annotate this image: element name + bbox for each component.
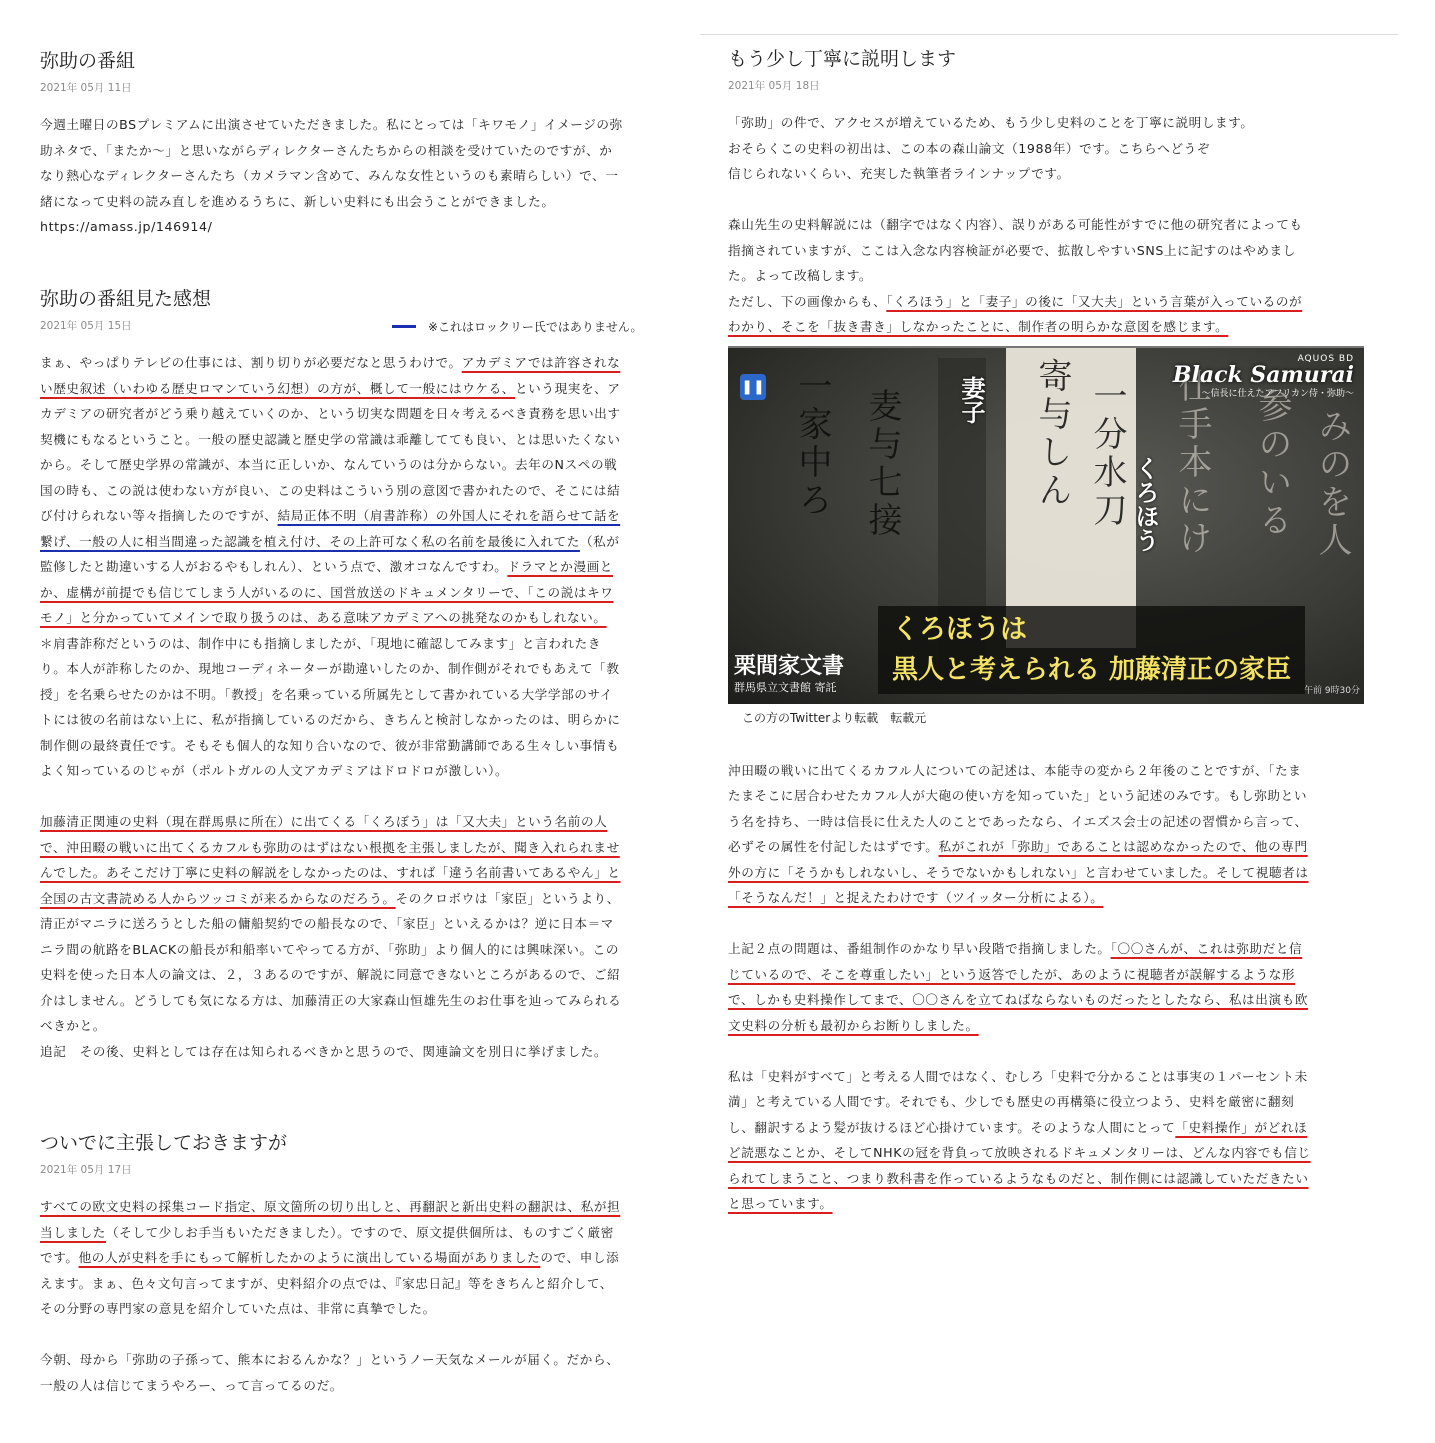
text-segment: 指摘されていますが、ここは入念な内容検証が必要で、拡散しやすいSNS上に記すのはやめまし xyxy=(728,242,1296,258)
text-line xyxy=(40,529,680,555)
red-underlined-text: ど読悪なことか、そしてNHKの冠を背負って放映されるドキュメンタリーは、どんな内容でも信じ xyxy=(728,1145,1311,1160)
text-segment: 沖田畷の戦いに出てくるカフル人についての記述は、本能寺の変から２年後のことですが、「たま xyxy=(728,762,1302,778)
text-line xyxy=(728,783,1368,809)
post-date: 2021年 05月 18日 xyxy=(728,80,820,92)
post-additional-claims xyxy=(40,1130,680,1398)
text-segment: 追記 その後、史料としては存在は知られるべきかと思うので、関連論文を別日に挙げました。 xyxy=(40,1043,608,1059)
text-line xyxy=(728,1013,1368,1039)
text-line xyxy=(40,1013,680,1039)
text-line xyxy=(40,1194,680,1220)
post-title[interactable]: もう少し丁寧に説明します xyxy=(728,48,957,70)
text-segment: 緒になって史料の読み直しを進めるうちに、新しい史料にも出会うことができました。 xyxy=(40,193,555,209)
red-underlined-text: アカデミアでは許容されな xyxy=(461,355,621,370)
red-underlined-text: 全国の古文書読める人からツッコミが来るからなのだろう。 xyxy=(40,890,396,906)
text-segment: 制作側の最終責任です。そもそも個人的な知り合いなので、彼が非常勤講師である生々しい事情も xyxy=(40,737,620,753)
image-caption[interactable]: この方のTwitterより転載 転載元 xyxy=(742,710,927,725)
text-segment: 私は「史料がすべて」と考える人間ではなく、むしろ「史料で分かることは事実の１パーセント未 xyxy=(728,1068,1308,1084)
text-segment: から。そして歴史学界の常識が、本当に正しいか、なんていうのは分からない。去年のNスペの戦 xyxy=(40,457,618,472)
text-line xyxy=(40,554,680,580)
red-underlined-text: で、しかも史料操作してまで、〇〇さんを立てねばならないものだったとしたなら、私は出演も欧 xyxy=(728,992,1309,1007)
red-underlined-text: い歴史叙述（いわゆる歴史ロマンていう幻想）の方が、概して一般にはウケる、 xyxy=(40,380,515,396)
top-divider xyxy=(700,34,1398,35)
text-line xyxy=(728,1191,1368,1217)
text-line xyxy=(40,758,680,784)
text-line xyxy=(40,1220,680,1246)
calligraphy-column: 寄与しん xyxy=(1032,357,1072,510)
text-segment: し、翻訳するよう髪が抜けるほど心掛けています。そのような人間にとって xyxy=(728,1119,1176,1135)
pause-icon[interactable]: ❚❚ xyxy=(740,374,766,400)
text-segment: トには彼の名前はない上に、私が指摘しているのだから、きちんと検討しなかったのは、明らかに xyxy=(40,712,621,727)
text-segment: よく知っているのじゃが（ポルトガルの人文アカデミアはドロドロが激しい）。 xyxy=(40,763,509,778)
text-line xyxy=(728,263,1368,289)
legend-note-text: ※これはロックリー氏ではありません。 xyxy=(428,320,643,334)
text-line xyxy=(40,733,680,759)
text-line xyxy=(40,112,680,138)
text-line xyxy=(40,401,680,427)
text-segment: カデミアの研究者がどう乗り越えていくのか、という切実な問題を日々考えるべき責務を思い出す xyxy=(40,406,621,421)
tv-screenshot-image xyxy=(728,346,1364,704)
text-line xyxy=(40,163,680,189)
text-segment: 介はしません。どうしても気になる方は、加藤清正の大家森山恒雄先生のお仕事を辿ってみられる xyxy=(40,992,622,1008)
text-line xyxy=(728,161,1368,187)
tv-caption xyxy=(878,606,1305,694)
red-underlined-text: 加藤清正関連の史料（現在群馬県に所在）に出てくる「くろぼう」は「又大夫」という名前の人 xyxy=(40,814,608,829)
text-segment: （私が xyxy=(579,533,620,549)
text-segment: おそらくこの史料の初出は、この本の森山論文（1988年）です。こちらへどうぞ xyxy=(728,140,1211,156)
red-underlined-text: 文史料の分析も最初からお断りしました。 xyxy=(728,1017,979,1033)
post-date: 2021年 05月 11日 xyxy=(40,82,132,94)
text-line xyxy=(40,886,680,912)
brand-title: Black Samurai xyxy=(1172,361,1354,388)
caption-line-1: くろほうは xyxy=(892,613,1027,645)
text-line xyxy=(40,707,680,733)
calligraphy-column: 仕手本にけ xyxy=(1172,367,1212,558)
text-line xyxy=(40,784,680,810)
text-line xyxy=(40,1271,680,1297)
text-line xyxy=(40,138,680,164)
text-line xyxy=(40,962,680,988)
text-line xyxy=(728,314,1368,340)
text-line xyxy=(40,605,680,631)
text-line xyxy=(40,835,680,861)
post-title[interactable]: 弥助の番組見た感想 xyxy=(40,288,212,310)
text-segment: そのクロボウは「家臣」というより、 xyxy=(395,890,620,906)
label-kurohou: くろほう xyxy=(1131,455,1159,552)
text-line xyxy=(728,1038,1368,1064)
text-line xyxy=(728,1166,1368,1192)
text-segment: 国の時も、この説は使わない方が良い、この史料はこういう別の意図で書かれたので、そこには結 xyxy=(40,482,621,498)
text-segment: 満」と考えている人間です。それでも、少しでも歴史の再構築に役立つよう、史料を厳密に翻刻 xyxy=(728,1094,1295,1109)
post-program-impressions xyxy=(40,286,680,1064)
text-line xyxy=(40,860,680,886)
red-underlined-text: モノ」と分かっていてメインで取り扱うのは、ある意味アカデミアへの挑発なのかもしれない。 xyxy=(40,610,607,625)
text-line xyxy=(728,1064,1368,1090)
blue-underlined-text: 結局正体不明（肩書詐称）の外国人にそれを語らせて話を xyxy=(277,508,621,523)
blue-underlined-text: 繋げ、一般の人に相当間違った認識を植え付け、その上許可なく私の名前を最後に入れてた xyxy=(40,533,580,549)
text-segment: 信じられないくらい、充実した執筆者ラインナップです。 xyxy=(728,166,1070,181)
text-line xyxy=(40,427,680,453)
red-underlined-text: んでした。あそこだけ丁寧に史料の解説をしなかったのは、すれば「違う名前書いてあるやん」と xyxy=(40,865,621,880)
red-underlined-text: 外の方に「そうかもしれないし、そうでないかもしれない」と言わせていました。そして視聴者は xyxy=(728,864,1309,880)
text-segment: 監修したと勘違いする人がおるやもしれん）、という点で、激オコなんですわ。 xyxy=(40,559,508,574)
text-line xyxy=(40,580,680,606)
post-date: 2021年 05月 17日 xyxy=(40,1164,132,1176)
red-underlined-text: 当しました xyxy=(40,1224,106,1240)
label-saishi: 妻子 xyxy=(957,375,985,424)
text-segment: 授」を名乗らせたのかは不明。「教授」を名乗っている所属先として書かれている大学学部のサイ xyxy=(40,686,613,702)
text-line xyxy=(40,988,680,1014)
red-underlined-text: られてしまうこと、つまり教科書を作っているようなものだと、制作側には認識していただきたい xyxy=(728,1170,1309,1186)
text-line xyxy=(40,214,680,240)
text-segment: その分野の専門家の意見を紹介していた点は、非常に真摯でした。 xyxy=(40,1301,436,1316)
text-line xyxy=(40,503,680,529)
text-line xyxy=(40,937,680,963)
program-brand xyxy=(1173,354,1354,399)
text-segment: 助ネタで、「またか～」と思いながらディレクターさんたちからの相談を受けていたのですが、か xyxy=(40,142,613,158)
text-line xyxy=(40,452,680,478)
calligraphy-column: 一家中ろ xyxy=(792,367,832,520)
text-line xyxy=(40,189,680,215)
text-line xyxy=(728,289,1368,315)
red-underlined-text: 他の人が史料を手にもって解析したかのように演出している場面がありました xyxy=(78,1250,541,1265)
source-title: 栗間家文書 xyxy=(734,653,845,679)
text-line xyxy=(40,1039,680,1065)
text-line xyxy=(728,238,1368,264)
text-line xyxy=(40,911,680,937)
text-segment: 必ずその属性を付記したはずです。 xyxy=(728,839,939,854)
calligraphy-column: 麦与七接 xyxy=(862,387,902,540)
post-body xyxy=(40,1194,680,1398)
text-segment: 史料を使った日本人の論文は、２，３あるのですが、解説に同意できないところがあるので、ご紹 xyxy=(40,967,621,982)
source-sub: 群馬県立文書館 寄託 xyxy=(734,680,837,694)
text-segment: まぁ、やっぱりテレビの仕事には、割り切りが必要だなと思うわけで。 xyxy=(40,355,462,370)
text-line xyxy=(40,1245,680,1271)
text-line xyxy=(728,758,1368,784)
text-segment: ＊肩書詐称だというのは、制作中にも指摘しましたが、「現地に確認してみます」と言われたき xyxy=(40,635,602,651)
text-line xyxy=(728,809,1368,835)
text-segment: た。よって改稿します。 xyxy=(728,268,873,283)
brand-small: AQUOS BD xyxy=(1297,353,1354,364)
brand-subtitle: ～信長に仕えたアフリカン侍・弥助～ xyxy=(1201,388,1354,399)
text-line xyxy=(40,350,680,376)
text-segment: 清正がマニラに送ろうとした船の傭船契約での船長なので、「家臣」といえるかは？逆に日本＝マ xyxy=(40,916,614,931)
text-line xyxy=(728,860,1368,886)
red-underlined-text: 「史料操作」がどれほ xyxy=(1175,1119,1308,1135)
blue-line-legend-icon xyxy=(392,325,416,328)
text-line xyxy=(728,1089,1368,1115)
text-segment: 今週土曜日のBSプレミアムに出演させていただきました。私にとっては「キワモノ」イメージの弥 xyxy=(40,117,623,132)
red-underlined-text: で、沖田畷の戦いに出てくるカフルも弥助のはずはない根拠を主張しましたが、聞き入れられませ xyxy=(40,839,620,855)
text-segment: という現実を、ア xyxy=(514,380,621,396)
text-segment: べきかと。 xyxy=(40,1018,106,1033)
red-underlined-text: 「くろほう」と「妻子」の後に「又大夫」という言葉が入っているのが xyxy=(886,293,1303,309)
text-line xyxy=(40,1373,680,1399)
text-line xyxy=(728,834,1368,860)
text-segment: び付けられない等々指摘したのですが、 xyxy=(40,508,278,523)
red-underlined-text: わかり、そこを「抜き書き」しなかったことに、制作者の明らかな意図を感じます。 xyxy=(728,319,1229,334)
calligraphy-column: みのを人 xyxy=(1312,407,1352,560)
post-title[interactable]: ついでに主張しておきますが xyxy=(40,1132,288,1154)
source-label xyxy=(734,654,844,696)
post-body xyxy=(40,350,680,1064)
post-body-before xyxy=(728,110,1368,340)
red-underlined-text: か、虚構が前提でも信じてしまう人がいるのに、国営放送のドキュメンタリーで、「この説はキワ xyxy=(40,584,614,600)
post-detailed-explanation xyxy=(728,46,1368,1217)
red-underlined-text: と思っています。 xyxy=(728,1196,833,1211)
text-segment: 「弥助」の件で、アクセスが増えているため、もう少し史料のことを丁寧に説明します。 xyxy=(728,115,1254,130)
calligraphy-column: 参のいる xyxy=(1252,387,1292,540)
text-line xyxy=(40,1322,680,1348)
calligraphy-column: 一分水刀 xyxy=(1087,377,1127,530)
text-segment: えます。まぁ、色々文句言ってますが、史料紹介の点では、『家忠日記』等をきちんと紹介して、 xyxy=(40,1275,613,1291)
text-segment: なり熱心なディレクターさんたち（カメラマン含めて、みんな女性というのも素晴らしい）で、一 xyxy=(40,168,619,183)
text-line xyxy=(728,885,1368,911)
post-title[interactable]: 弥助の番組 xyxy=(40,50,136,72)
text-segment: （そして少しお手当もいただきました）。ですので、原文提供個所は、ものすごく厳密 xyxy=(105,1224,614,1240)
text-line xyxy=(40,1296,680,1322)
text-line xyxy=(40,656,680,682)
text-line xyxy=(728,187,1368,213)
text-line xyxy=(728,987,1368,1013)
text-segment: 上記２点の問題は、番組制作のかなり早い段階で指摘しました。 xyxy=(728,941,1111,956)
text-line xyxy=(40,1347,680,1373)
text-line xyxy=(40,809,680,835)
text-segment: 今朝、母から「弥助の子孫って、熊本におるんかな？」というノー天気なメールが届く。だから、 xyxy=(40,1352,620,1367)
post-body xyxy=(40,112,680,240)
text-line xyxy=(40,478,680,504)
text-segment: う名を持ち、一時は信長に仕えた人のことであったなら、イエズス会士の記述の習慣から言って、 xyxy=(728,813,1308,829)
caption-line-2: 黒人と考えられる 加藤清正の家臣 xyxy=(892,654,1292,685)
text-segment: ニラ間の航路をBLACKの船長が和船率いてやってる方が、「弥助」より個人的には興味深い。この xyxy=(40,941,620,957)
article-link[interactable]: https://amass.jp/146914/ xyxy=(40,219,213,234)
legend-note xyxy=(392,318,643,335)
text-segment: ので、申し添 xyxy=(540,1250,620,1265)
red-underlined-text: すべての欧文史料の採集コード指定、原文箇所の切り出しと、再翻訳と新出史料の翻訳は、私が担 xyxy=(40,1199,621,1214)
text-line xyxy=(728,936,1368,962)
red-underlined-text: じているので、そこを尊重したい」という返答でしたが、あのように視聴者が誤解するような形 xyxy=(728,966,1296,982)
post-date: 2021年 05月 15日 xyxy=(40,320,132,332)
text-line xyxy=(40,682,680,708)
red-underlined-text: 私がこれが「弥助」であることは認めなかったので、他の専門 xyxy=(938,839,1308,854)
post-yasuke-program xyxy=(40,48,680,240)
post-body-after xyxy=(728,758,1368,1217)
red-underlined-text: 「〇〇さんが、これは弥助だと信 xyxy=(1110,941,1303,956)
text-segment: ただし、下の画像からも、 xyxy=(728,293,887,309)
text-line xyxy=(728,1115,1368,1141)
text-segment: 契機にもなるということ。一般の歴史認識と歴史学の常識は乖離してても良い、とは思いたくない xyxy=(40,431,621,447)
clock-readout: 午前 9時30分 xyxy=(1303,685,1360,696)
red-underlined-text: 「そうなんだ！」と捉えたわけです（ツイッター分析による）。 xyxy=(728,890,1104,905)
text-line xyxy=(728,962,1368,988)
text-segment: 一般の人は信じてまうやろー、って言ってるのだ。 xyxy=(40,1377,343,1393)
text-line xyxy=(40,631,680,657)
red-underlined-text: ドラマとか漫画と xyxy=(507,559,613,574)
text-segment: り。本人が詐称したのか、現地コーディネーターが勘違いしたのか、制作側がそれでもあえて「教 xyxy=(40,661,620,676)
text-line xyxy=(728,110,1368,136)
text-segment: です。 xyxy=(40,1250,79,1265)
text-line xyxy=(728,1140,1368,1166)
text-line xyxy=(728,911,1368,937)
text-line xyxy=(728,212,1368,238)
text-segment: 森山先生の史料解説には（翻字ではなく内容）、誤りがある可能性がすでに他の研究者によっても xyxy=(728,217,1303,232)
text-line xyxy=(728,136,1368,162)
text-line xyxy=(40,376,680,402)
text-segment: たまそこに居合わせたカフル人が大砲の使い方を知っていた」という記述のみです。もし弥助とい xyxy=(728,788,1308,803)
